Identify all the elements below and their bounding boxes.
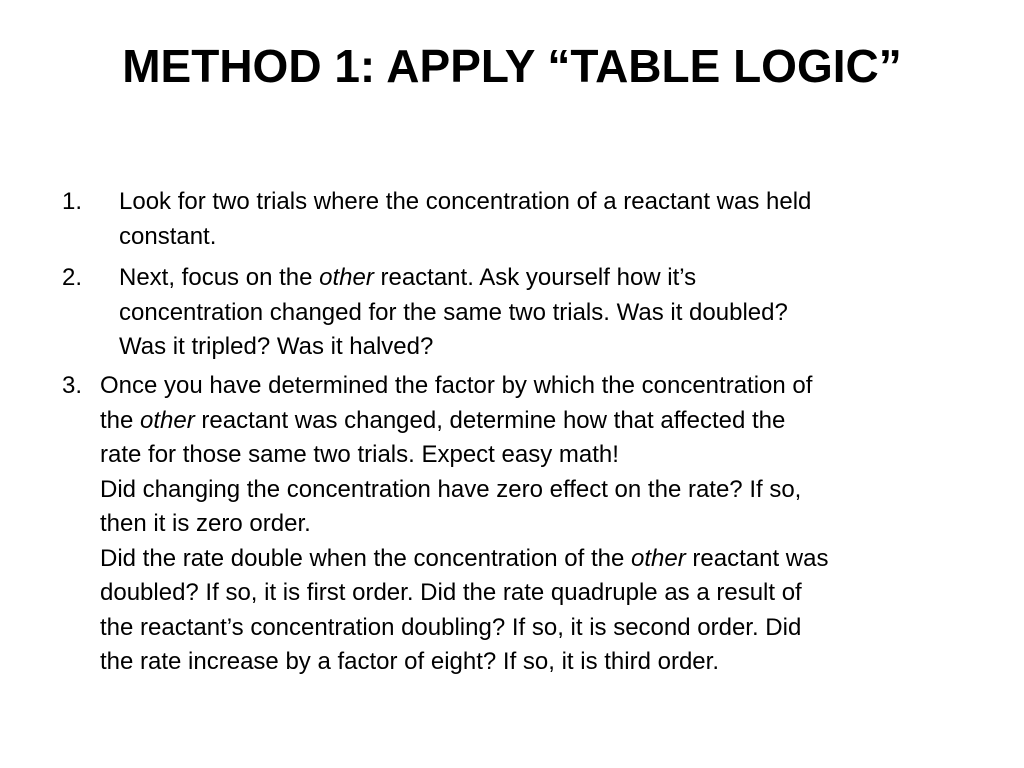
item-line: Look for two trials where the concentration of a reactant was held [119, 188, 812, 215]
item-text [119, 261, 788, 365]
item-line: constant. [119, 222, 217, 250]
item-line: Did changing the concentration have zero effect on the rate? If so, [100, 475, 802, 503]
item-line: Was it tripled? Was it halved? [119, 333, 434, 360]
item-text [119, 185, 811, 254]
item-line: the other reactant was changed, determine how that affected the [100, 406, 786, 434]
emphasis-other: other [319, 264, 374, 291]
item-line: Once you have determined the factor by which the concentration of [100, 372, 813, 399]
item-number: 3. [62, 372, 83, 399]
item-line: the reactant’s concentration doubling? If so, it is second order. Did [100, 613, 802, 641]
item-line: the rate increase by a factor of eight? If so, it is third order. [100, 648, 719, 675]
slide-title: METHOD 1: APPLY “TABLE LOGIC” [122, 40, 902, 92]
item-number: 2. [62, 264, 83, 291]
item-text [100, 369, 828, 680]
item-line: rate for those same two trials. Expect easy math! [100, 441, 619, 468]
emphasis-other: other [140, 406, 195, 434]
item-line: concentration changed for the same two trials. Was it doubled? [119, 298, 788, 326]
item-number: 1. [62, 188, 83, 215]
item-line: then it is zero order. [100, 510, 311, 537]
item-line: Did the rate double when the concentration of the other reactant was [100, 544, 829, 572]
item-line: Next, focus on the other reactant. Ask yourself how it’s [119, 264, 697, 291]
emphasis-other: other [631, 544, 686, 572]
item-line: doubled? If so, it is first order. Did the rate quadruple as a result of [100, 579, 802, 606]
